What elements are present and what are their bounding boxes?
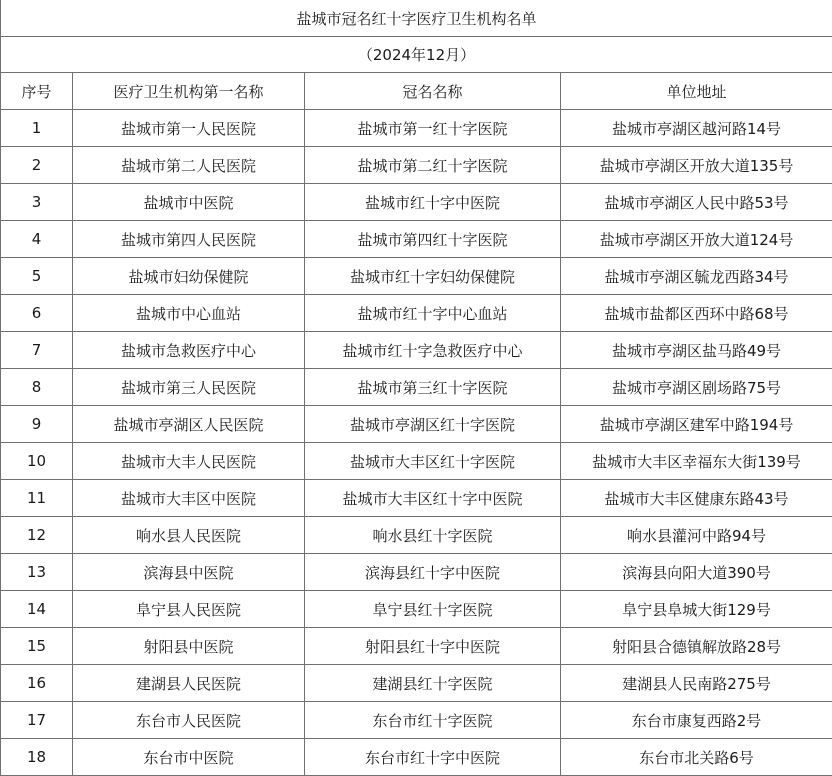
institution-name: 盐城市中医院 [73,184,305,221]
row-number: 17 [1,702,73,739]
table-row [1,147,832,184]
table-row [1,480,832,517]
table-row [1,517,832,554]
header-cell: 医疗卫生机构第一名称 [73,73,305,110]
header-cell: 单位地址 [561,73,832,110]
institution-name: 阜宁县人民医院 [73,591,305,628]
row-number: 15 [1,628,73,665]
institution-name: 盐城市第三人民医院 [73,369,305,406]
header-row [1,73,832,110]
address: 盐城市亭湖区开放大道124号 [561,221,832,258]
institution-name: 盐城市第二人民医院 [73,147,305,184]
row-number: 13 [1,554,73,591]
table-row [1,406,832,443]
institution-name: 射阳县中医院 [73,628,305,665]
institution-name: 盐城市中心血站 [73,295,305,332]
crowned-name: 盐城市第三红十字医院 [305,369,561,406]
institution-name: 盐城市第一人民医院 [73,110,305,147]
institution-name: 盐城市第四人民医院 [73,221,305,258]
row-number: 14 [1,591,73,628]
institution-name: 建湖县人民医院 [73,665,305,702]
table-row [1,554,832,591]
institution-name: 盐城市急救医疗中心 [73,332,305,369]
row-number: 11 [1,480,73,517]
document-title: 盐城市冠名红十字医疗卫生机构名单 [1,0,832,37]
crowned-name: 响水县红十字医院 [305,517,561,554]
institution-name: 东台市人民医院 [73,702,305,739]
crowned-name: 东台市红十字医院 [305,702,561,739]
crowned-name: 盐城市红十字中心血站 [305,295,561,332]
table-row [1,184,832,221]
address: 盐城市大丰区健康东路43号 [561,480,832,517]
address: 响水县灌河中路94号 [561,517,832,554]
table-row [1,628,832,665]
address: 东台市康复西路2号 [561,702,832,739]
crowned-name: 盐城市大丰区红十字医院 [305,443,561,480]
table-row [1,258,832,295]
table-row [1,702,832,739]
address: 盐城市亭湖区剧场路75号 [561,369,832,406]
row-number: 18 [1,739,73,776]
crowned-name: 盐城市红十字妇幼保健院 [305,258,561,295]
crowned-name: 盐城市第二红十字医院 [305,147,561,184]
crowned-name: 滨海县红十字中医院 [305,554,561,591]
row-number: 3 [1,184,73,221]
institution-name: 滨海县中医院 [73,554,305,591]
crowned-name: 盐城市亭湖区红十字医院 [305,406,561,443]
row-number: 6 [1,295,73,332]
institution-name: 盐城市妇幼保健院 [73,258,305,295]
header-cell: 序号 [1,73,73,110]
crowned-name: 盐城市红十字中医院 [305,184,561,221]
row-number: 9 [1,406,73,443]
address: 盐城市盐都区西环中路68号 [561,295,832,332]
crowned-name: 射阳县红十字中医院 [305,628,561,665]
header-cell: 冠名名称 [305,73,561,110]
institution-name: 响水县人民医院 [73,517,305,554]
crowned-name: 盐城市第一红十字医院 [305,110,561,147]
table-row [1,591,832,628]
row-number: 7 [1,332,73,369]
row-number: 2 [1,147,73,184]
row-number: 5 [1,258,73,295]
subtitle-row [1,37,832,73]
institution-name: 盐城市大丰人民医院 [73,443,305,480]
table-row [1,739,832,776]
table-row [1,295,832,332]
address: 盐城市亭湖区人民中路53号 [561,184,832,221]
table-row [1,110,832,147]
crowned-name: 盐城市第四红十字医院 [305,221,561,258]
crowned-name: 盐城市红十字急救医疗中心 [305,332,561,369]
address: 盐城市亭湖区盐马路49号 [561,332,832,369]
row-number: 8 [1,369,73,406]
crowned-name: 盐城市大丰区红十字中医院 [305,480,561,517]
table-row [1,443,832,480]
crowned-name: 东台市红十字中医院 [305,739,561,776]
address: 射阳县合德镇解放路28号 [561,628,832,665]
institution-name: 东台市中医院 [73,739,305,776]
title-row [1,0,832,37]
address: 盐城市亭湖区建军中路194号 [561,406,832,443]
table-row [1,332,832,369]
row-number: 1 [1,110,73,147]
institution-name: 盐城市亭湖区人民医院 [73,406,305,443]
row-number: 10 [1,443,73,480]
address: 东台市北关路6号 [561,739,832,776]
address: 盐城市大丰区幸福东大街139号 [561,443,832,480]
institution-name: 盐城市大丰区中医院 [73,480,305,517]
address: 建湖县人民南路275号 [561,665,832,702]
address: 盐城市亭湖区开放大道135号 [561,147,832,184]
address: 盐城市亭湖区越河路14号 [561,110,832,147]
crowned-name: 建湖县红十字医院 [305,665,561,702]
address: 阜宁县阜城大街129号 [561,591,832,628]
row-number: 4 [1,221,73,258]
table-row [1,665,832,702]
row-number: 16 [1,665,73,702]
table-row [1,369,832,406]
document-subtitle: （2024年12月） [1,37,832,73]
row-number: 12 [1,517,73,554]
address: 盐城市亭湖区毓龙西路34号 [561,258,832,295]
crowned-name: 阜宁县红十字医院 [305,591,561,628]
table-row [1,221,832,258]
address: 滨海县向阳大道390号 [561,554,832,591]
